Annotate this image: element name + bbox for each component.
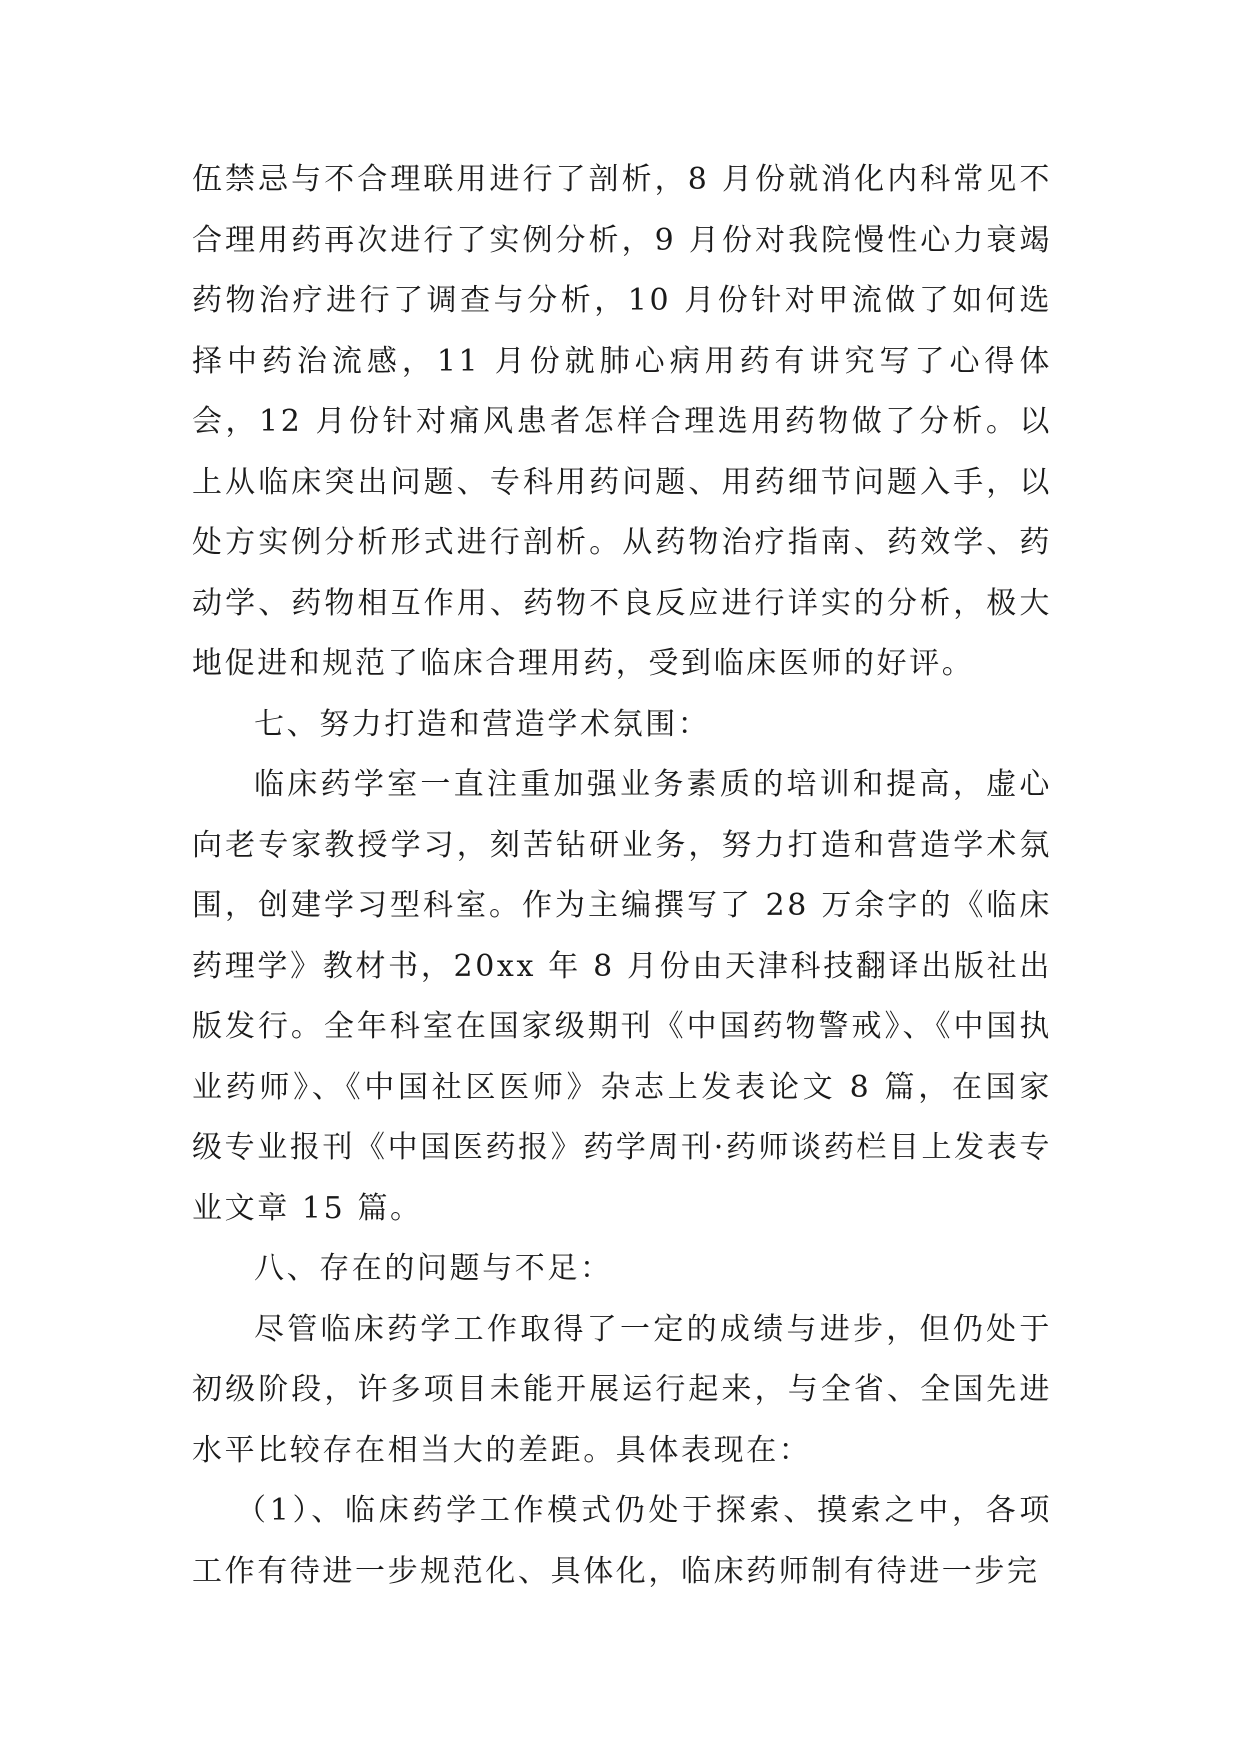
paragraph-academic-atmosphere: 临床药学室一直注重加强业务素质的培训和提高，虚心向老专家教授学习，刻苦钻研业务，努力打造和营造学术氛围，创建学习型科室。作为主编撰写了 28 万余字的《临床药理学》教材书，20xx 年 8 月份由天津科技翻译出版社出版发行。全年科室在国家级期刊《中国药物警戒》、《中国执业药师》、《中国社区医师》杂志上发表论文 8 篇，在国家级专业报刊《中国医药报》药学周刊·药师谈药栏目上发表专业文章 15 篇。 (192, 767, 1052, 1226)
heading-section-eight: 八、存在的问题与不足： (254, 1251, 613, 1286)
document-body (192, 150, 1052, 1602)
heading-section-seven: 七、努力打造和营造学术氛围： (254, 706, 711, 742)
paragraph-problem-one: （1）、临床药学工作模式仍处于探索、摸索之中，各项工作有待进一步规范化、具体化，临床药师制有待进一步完 (192, 1493, 1052, 1589)
paragraph-case-analysis: 伍禁忌与不合理联用进行了剖析，8 月份就消化内科常见不合理用药再次进行了实例分析，9 月份对我院慢性心力衰竭药物治疗进行了调查与分析，10 月份针对甲流做了如何选择中药治流感，11 月份就肺心病用药有讲究写了心得体会，12 月份针对痛风患者怎样合理选用药物做了分析。以上从临床突出问题、专科用药问题、用药细节问题入手，以处方实例分析形式进行剖析。从药物治疗指南、药效学、药动学、药物相互作用、药物不良反应进行详实的分析，极大地促进和规范了临床合理用药，受到临床医师的好评。 (192, 162, 1052, 681)
paragraph-problems-intro: 尽管临床药学工作取得了一定的成绩与进步，但仍处于初级阶段，许多项目未能开展运行起来，与全省、全国先进水平比较存在相当大的差距。具体表现在： (192, 1311, 1052, 1468)
